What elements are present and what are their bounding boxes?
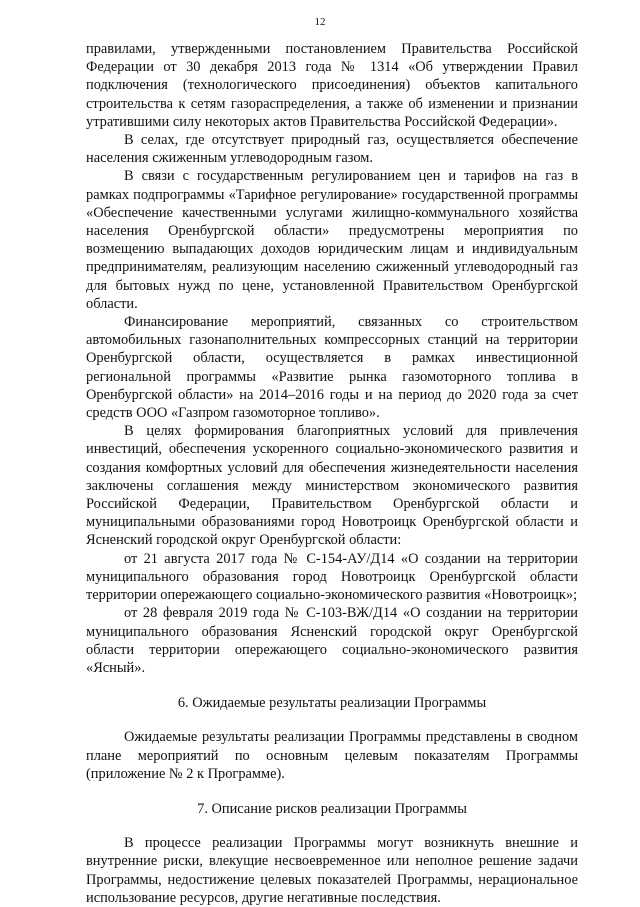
paragraph-tariff-regulation: В связи с государственным регулированием цен и тарифов на газ в рамках подпрограммы «Тарифное регулирование» государственной программы «Обеспечение качественными услугами жилищно-коммунального хозяйства населения Оренбургской области» предусмотрены мероприятия по возмещению выпадающих доходов юридическим лицам и индивидуальным предпринимателям, реализующим населению сжиженный углеводородный газ для бытовых нужд по цене, установленной Правительством Оренбургской области. — [86, 168, 578, 312]
section-7-heading: 7. Описание рисков реализации Программы — [197, 800, 467, 817]
page-number: 12 — [314, 16, 326, 28]
paragraph-lpg-supply: В селах, где отсутствует природный газ, осуществляется обеспечение населения сжиженным углеводородным газом. — [86, 132, 578, 167]
document-body — [86, 40, 578, 907]
section-7-text: В процессе реализации Программы могут возникнуть внешние и внутренние риски, влекущие несвоевременное или неполное решение задачи Программы, недостижение целевых показателей Программы, нерациональное использование ресурсов, другие негативные последствия. — [86, 835, 578, 906]
paragraph-financing: Финансирование мероприятий, связанных со строительством автомобильных газонаполнительных компрессорных станций на территории Оренбургской области, осуществляется в рамках инвестиционной региональной программы «Развитие рынка газомоторного топлива в Оренбургской области» на 2014–2016 годы и на период до 2020 года за счет средств ООО «Газпром газомоторное топливо». — [86, 314, 578, 422]
paragraph-continuation: правилами, утвержденными постановлением Правительства Российской Федерации от 30 декабря 2013 года № 1314 «Об утверждении Правил подключения (технологического присоединения) объектов капитального строительства к сетям газораспределения, а также об изменении и признании утратившими силу некоторых актов Правительства Российской Федерации». — [86, 41, 578, 130]
paragraph-agreement-novotroitsk: от 21 августа 2017 года № С-154-АУ/Д14 «О создании на территории муниципального образования город Новотроицк Оренбургской области территории опережающего социально-экономического развития «Новотроицк»; — [86, 550, 578, 604]
paragraph-agreement-yasny: от 28 февраля 2019 года № С-103-ВЖ/Д14 «О создании на территории муниципального образования Ясненский городской округ Оренбургской области территории опережающего социально-экономического развития «Ясный». — [86, 605, 578, 676]
section-6-heading: 6. Ожидаемые результаты реализации Программы — [177, 695, 487, 712]
paragraph-investment-agreements: В целях формирования благоприятных условий для привлечения инвестиций, обеспечения ускоренного социально-экономического развития и создания комфортных условий для обеспечения жизнедеятельности населения заключены соглашения между министерством экономического развития Российской Федерации, Правительством Оренбургской области и муниципальными образованиями город Новотроицк Оренбургской области и Ясненский городской округ Оренбургской области: — [86, 423, 578, 549]
section-6-text: Ожидаемые результаты реализации Программы представлены в сводном плане мероприятий по основным целевым показателям Программы (приложение № 2 к Программе). — [86, 729, 578, 782]
